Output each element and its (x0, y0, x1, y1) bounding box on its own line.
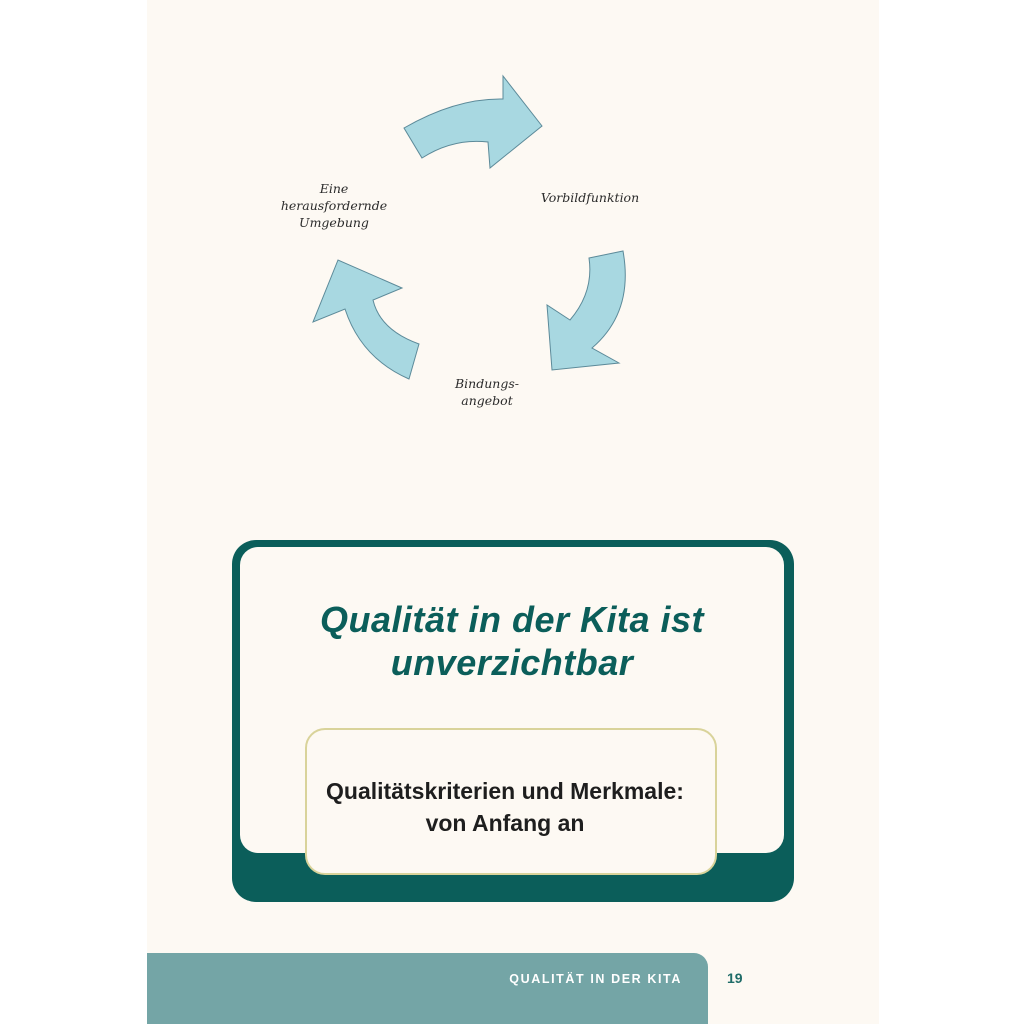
footer-section-title: QUALITÄT IN DER KITA (509, 972, 682, 986)
label-herausfordernde-umgebung: Eine herausfordernde Umgebung (280, 181, 388, 230)
page-number: 19 (727, 970, 743, 986)
cycle-arrow-right (547, 251, 625, 370)
cycle-arrow-top (404, 76, 542, 168)
label-vorbildfunktion: Vorbildfunktion (540, 190, 640, 205)
cycle-arrow-left (313, 260, 419, 379)
label-bindungsangebot: Bindungs- angebot (455, 376, 519, 408)
subtitle-text: Qualitätskriterien und Merkmale: von Anfang an (326, 778, 684, 836)
card-title: Qualität in der Kita ist unverzichtbar (319, 599, 705, 683)
footer-bar (147, 953, 708, 1024)
